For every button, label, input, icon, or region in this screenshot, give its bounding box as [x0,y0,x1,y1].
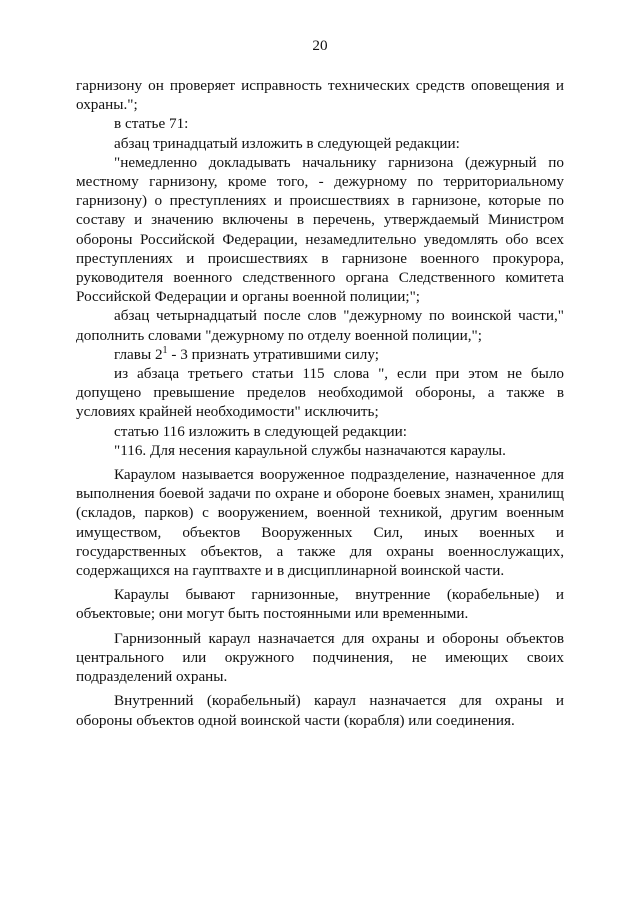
paragraph: Караулы бывают гарнизонные, внутренние (корабельные) и объектовые; они могут быть постоянными или временными. [76,586,564,623]
paragraph-text: главы 2 [114,345,163,363]
paragraph: Внутренний (корабельный) караул назначается для охраны и обороны объектов одной воинской части (корабля) или соединения. [76,692,564,729]
paragraph: в статье 71: [114,115,189,133]
paragraph [76,345,564,364]
page-number: 20 [312,37,328,54]
paragraph: из абзаца третьего статьи 115 слова ", если при этом не было допущено превышение пределов необходимой обороны, а также в условиях крайней необходимости" исключить; [76,365,564,421]
paragraph: Караулом называется вооруженное подразделение, назначенное для выполнения боевой задачи по охране и обороне боевых знамен, хранилищ (складов, парков) с вооружением, военной техникой, другим военным имуществом, объектов Вооруженных Сил, иных военных и государственных объектов, а также для охраны военнослужащих, содержащихся на гауптвахте и в дисциплинарной воинской части. [76,466,564,580]
paragraph: абзац тринадцатый изложить в следующей редакции: [114,134,460,152]
superscript: 1 [162,344,168,356]
paragraph: абзац четырнадцатый после слов "дежурному по воинской части," дополнить словами "дежурному по отделу военной полиции,"; [76,307,564,344]
paragraph: "116. Для несения караульной службы назначаются караулы. [114,441,506,459]
paragraph: статью 116 изложить в следующей редакции: [114,422,407,440]
paragraph: гарнизону он проверяет исправность технических средств оповещения и охраны."; [76,77,564,114]
paragraph: "немедленно докладывать начальнику гарнизона (дежурный по местному гарнизону, кроме того, - дежурному по территориальному гарнизону) о преступлениях и происшествиях в гарнизоне, которые по составу и значению включены в перечень, утверждаемый Министром обороны Российской Федерации, незамедлительно уведомлять обо всех преступлениях и происшествиях в гарнизоне военного прокурора, руководителя военного следственного органа Следственного комитета Российской Федерации и органы военной полиции;"; [76,153,564,306]
paragraph-text: - 3 признать утратившими силу; [167,345,379,363]
paragraph: Гарнизонный караул назначается для охраны и обороны объектов центрального или окружного подчинения, не имеющих своих подразделений охраны. [76,629,564,686]
body-text [76,76,564,730]
